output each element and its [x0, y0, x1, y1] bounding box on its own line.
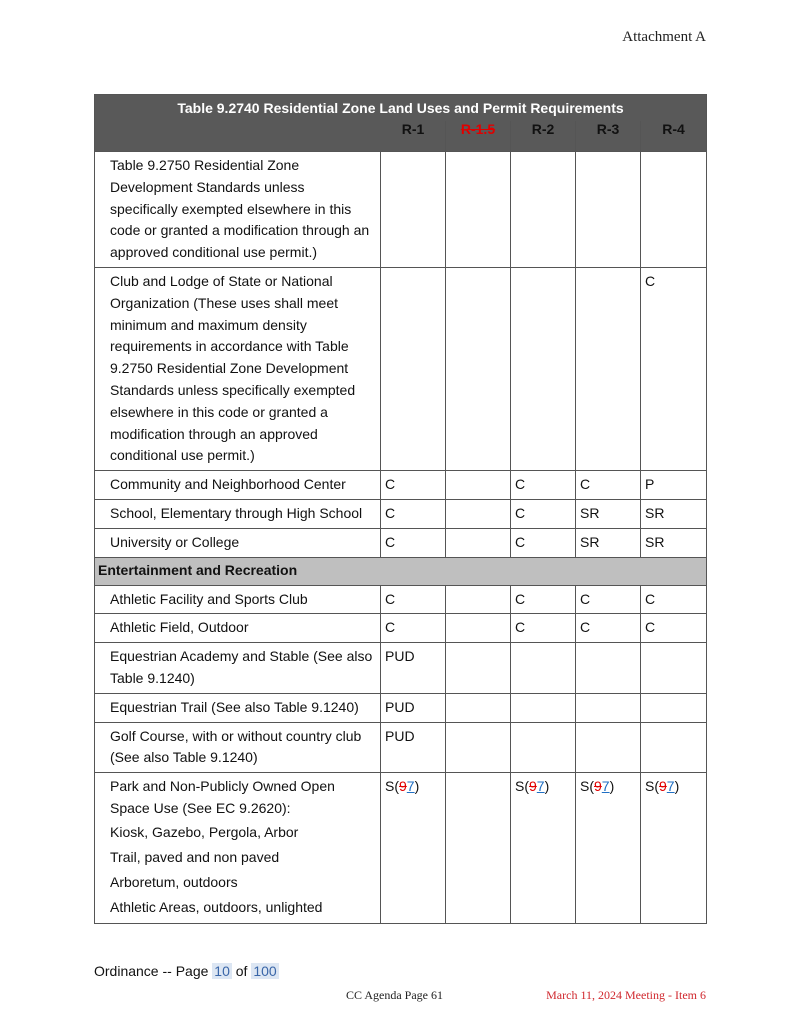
inserted-value: 7	[536, 778, 545, 795]
column-header-r2: R-2	[511, 121, 576, 152]
table-row	[95, 773, 707, 924]
value-cell: S(97)	[576, 773, 641, 924]
value-cell: C	[641, 585, 707, 614]
value-cell: P	[641, 471, 707, 500]
deleted-value: 9	[399, 778, 407, 795]
land-use-table	[94, 94, 707, 924]
inserted-value: 7	[666, 778, 675, 795]
value-cell: C	[641, 267, 707, 470]
value-cell: C	[511, 614, 576, 643]
column-header-r1: R-1	[381, 121, 446, 152]
value-cell: C	[381, 499, 446, 528]
inserted-value: 7	[406, 778, 415, 795]
page-number: 10	[214, 963, 230, 979]
use-sub-item: Trail, paved and non paved	[110, 848, 280, 865]
value-cell: C	[511, 499, 576, 528]
table-row	[95, 722, 707, 773]
agenda-page: CC Agenda Page 61	[346, 988, 443, 1002]
value-cell: SR	[641, 499, 707, 528]
use-cell: Community and Neighborhood Center	[95, 471, 381, 500]
table-row	[95, 614, 707, 643]
value-cell: C	[576, 614, 641, 643]
value-cell: SR	[641, 528, 707, 557]
column-header-row	[95, 121, 707, 152]
table-row	[95, 499, 707, 528]
deleted-value: 9	[594, 778, 602, 795]
value-cell: PUD	[381, 693, 446, 722]
use-cell: Athletic Field, Outdoor	[95, 614, 381, 643]
inserted-value: 7	[601, 778, 610, 795]
value-cell: C	[381, 528, 446, 557]
value-cell: C	[381, 585, 446, 614]
use-main-text: Park and Non-Publicly Owned Open Space Use (See EC 9.2620):	[110, 778, 335, 816]
value-cell: SR	[576, 528, 641, 557]
column-header-r3: R-3	[576, 121, 641, 152]
value-cell: S(97)	[511, 773, 576, 924]
ordinance-label: Ordinance -- Page	[94, 963, 209, 979]
use-cell: Table 9.2750 Residential Zone Development Standards unless specifically exempted elsewhere in this code or granted a modification through an approved conditional use permit.)	[95, 152, 381, 268]
attachment-label: Attachment A	[622, 29, 706, 45]
use-cell: Golf Course, with or without country club (See also Table 9.1240)	[95, 722, 381, 773]
use-cell: Equestrian Academy and Stable (See also Table 9.1240)	[95, 643, 381, 694]
use-sub-item: Athletic Areas, outdoors, unlighted	[110, 898, 323, 915]
value-cell: C	[381, 471, 446, 500]
table-row	[95, 643, 707, 694]
value-cell: S(97)	[641, 773, 707, 924]
value-cell: SR	[576, 499, 641, 528]
use-cell: University or College	[95, 528, 381, 557]
use-sub-item: Kiosk, Gazebo, Pergola, Arbor	[110, 823, 299, 840]
table-row	[95, 152, 707, 268]
table-row	[95, 528, 707, 557]
table-title: Table 9.2740 Residential Zone Land Uses and Permit Requirements	[95, 95, 707, 122]
meeting-label: March 11, 2024 Meeting - Item 6	[546, 988, 706, 1002]
column-header-r1-5	[446, 121, 511, 152]
use-cell: Athletic Facility and Sports Club	[95, 585, 381, 614]
column-header-blank	[95, 121, 381, 152]
value-cell: C	[511, 528, 576, 557]
use-cell: School, Elementary through High School	[95, 499, 381, 528]
value-cell: C	[511, 585, 576, 614]
deleted-value: 9	[529, 778, 537, 795]
deleted-value: 9	[659, 778, 667, 795]
value-cell: PUD	[381, 643, 446, 694]
value-cell: C	[576, 471, 641, 500]
use-sub-item: Arboretum, outdoors	[110, 873, 238, 890]
value-cell: C	[641, 614, 707, 643]
table-title-row	[95, 95, 707, 122]
value-cell: C	[576, 585, 641, 614]
page-total: 100	[253, 963, 277, 979]
table-row	[95, 471, 707, 500]
column-header-r1-5-deleted: R-1.5	[460, 121, 496, 137]
section-heading: Entertainment and Recreation	[95, 557, 707, 585]
use-cell: Club and Lodge of State or National Organization (These uses shall meet minimum and maximum density requirements in accordance with Table 9.2750 Residential Zone Development Standards unless specifically exempted elsewhere in this code or granted a modification through an approved conditional use permit.)	[95, 267, 381, 470]
value-cell: S(97)	[381, 773, 446, 924]
use-cell: Equestrian Trail (See also Table 9.1240)	[95, 693, 381, 722]
value-cell: PUD	[381, 722, 446, 773]
value-cell: C	[381, 614, 446, 643]
value-cell: C	[511, 471, 576, 500]
ordinance-page-footer	[94, 963, 279, 979]
use-cell	[95, 773, 381, 924]
column-header-r4: R-4	[641, 121, 707, 152]
section-row	[95, 557, 707, 585]
table-row	[95, 267, 707, 470]
of-label: of	[235, 963, 248, 979]
table-row	[95, 585, 707, 614]
table-row	[95, 693, 707, 722]
